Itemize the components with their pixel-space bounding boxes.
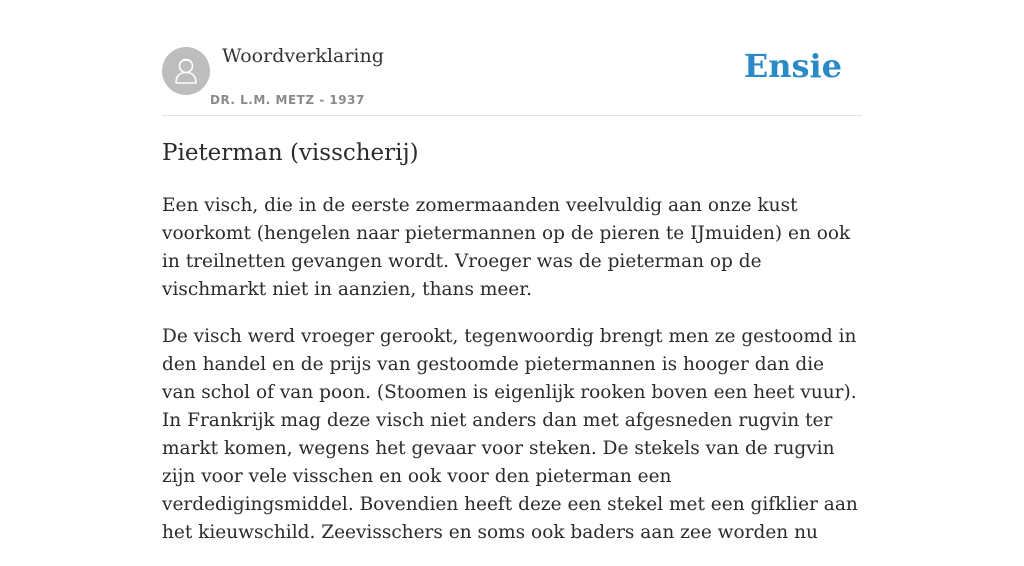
source-author-year[interactable]: DR. L.M. METZ - 1937 (210, 93, 365, 107)
entry-body (162, 192, 862, 566)
body-paragraph: Een visch, die in de eerste zomermaanden veelvuldig aan onze kust voorkomt (hengelen naar pietermannen op de pieren te IJmuiden) en ook in treilnetten gevangen wordt. Vroeger was de pieterman op de vischmarkt niet in aanzien, thans meer. (162, 195, 851, 300)
avatar[interactable] (162, 47, 210, 95)
content-container (162, 0, 862, 543)
entry-title: Pieterman (visscherij) (162, 140, 419, 166)
brand-logo[interactable]: Ensie (743, 47, 842, 85)
entry-header (162, 0, 862, 116)
user-icon (162, 47, 210, 95)
body-paragraph: De visch werd vroeger gerookt, tegenwoordig brengt men ze gestoomd in den handel en de prijs van gestoomde pietermannen is hooger dan die van schol of van poon. (Stoomen is eigenlijk rooken boven een heet vuur). In Frankrijk mag deze visch niet anders dan met afgesneden rugvin ter markt komen, wegens het gevaar voor steken. De stekels van de rugvin zijn voor vele visschen en ook voor den pieterman een verdedigingsmiddel. Bovendien heeft deze een stekel met een gifklier aan het kieuwschild. Zeevisschers en soms ook baders aan zee worden nu (162, 326, 858, 543)
source-title[interactable]: Woordverklaring (222, 45, 384, 67)
